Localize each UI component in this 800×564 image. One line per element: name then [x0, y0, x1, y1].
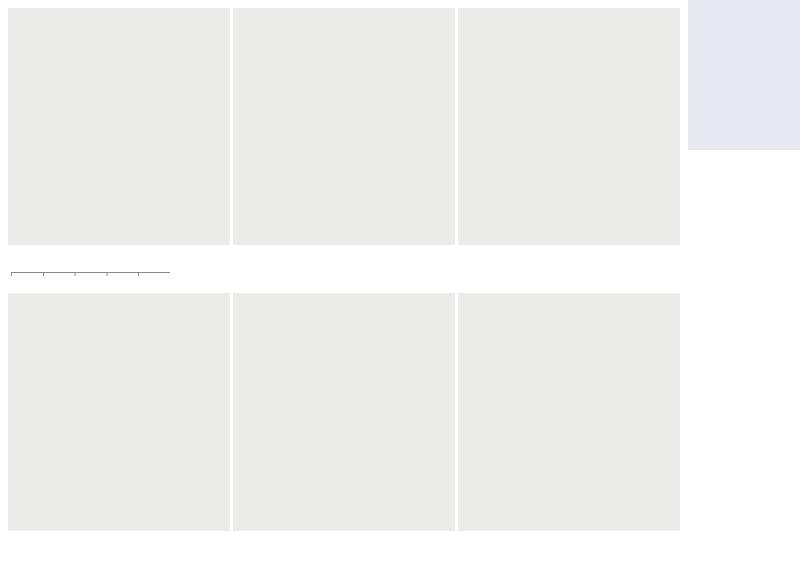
building-density-gradient-bar	[11, 262, 170, 271]
map-car-traffic	[233, 8, 455, 245]
map-combined-pedestrian	[458, 293, 680, 531]
badge-2	[648, 278, 665, 295]
ratio-habitat-garden-label	[171, 211, 181, 295]
building-density-tickline	[11, 272, 170, 276]
street-section-1	[653, 180, 798, 264]
map-green-area	[8, 293, 230, 531]
map-building-density	[8, 8, 230, 245]
badge-1	[648, 153, 665, 170]
badge-3	[739, 278, 756, 295]
pedestrian-arrow-icon	[458, 261, 506, 271]
bicycle-arrow-icon	[233, 538, 307, 551]
panel-bottom-paragraphs	[690, 404, 798, 412]
green-area-swatch	[8, 539, 81, 550]
map-bicycle-traffic	[233, 293, 455, 531]
garden-bar	[200, 264, 213, 293]
street-section-2	[648, 298, 736, 394]
panel-top-background	[688, 0, 800, 150]
car-traffic-arrow-icon	[233, 255, 325, 271]
map-pedestrian-circulation-top	[458, 8, 680, 245]
habitat-bar	[183, 247, 196, 293]
street-section-3	[744, 298, 798, 394]
